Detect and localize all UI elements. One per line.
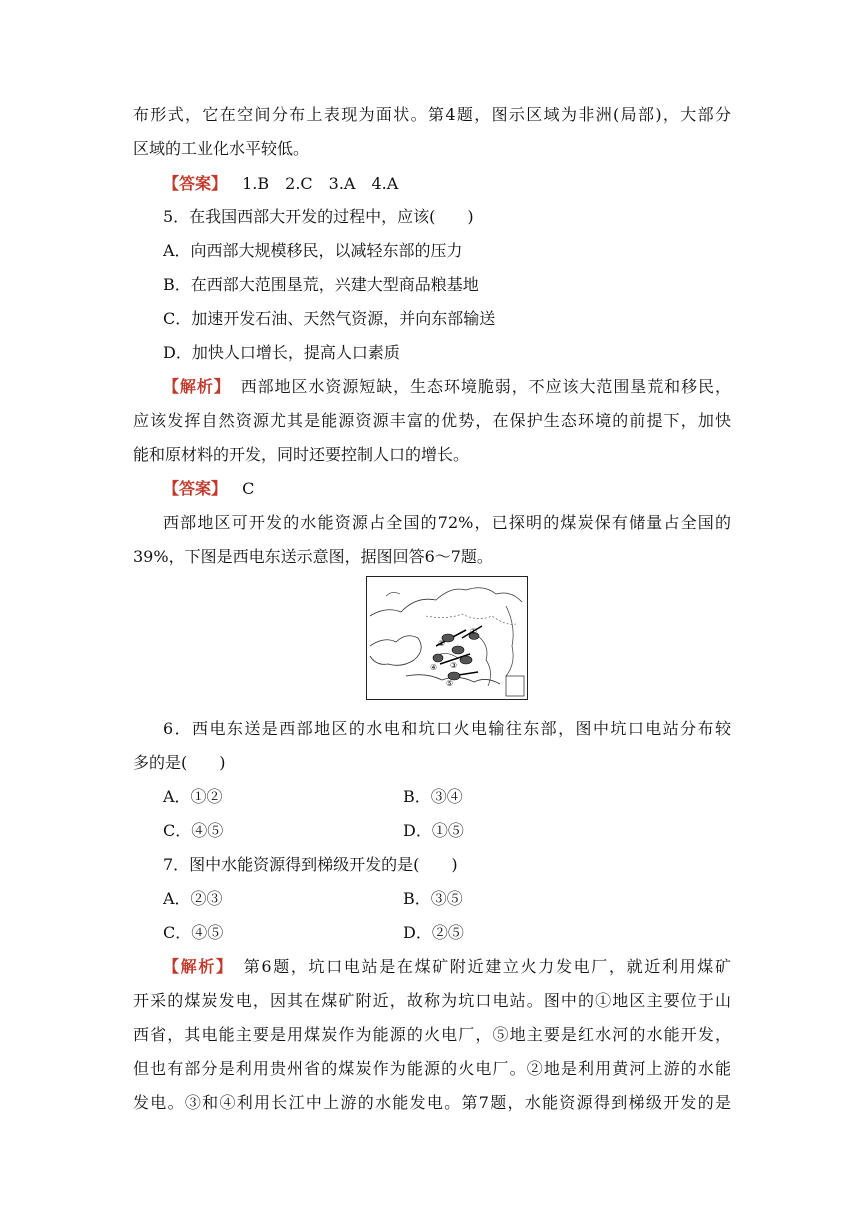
question-6: 6．西电东送是西部地区的水电和坑口火电输往东部，图中坑口电站分布较: [163, 719, 731, 738]
map-marker: ③: [450, 661, 458, 670]
text-line: 应该发挥自然资源尤其是能源资源丰富的优势，在保护生态环境的前提下，加快: [133, 411, 731, 430]
option-row: [163, 888, 731, 910]
question-7: 7．图中水能资源得到梯级开发的是( ): [163, 855, 458, 874]
analysis-text: 西部地区水资源短缺，生态环境脆弱，不应该大范围垦荒和移民，: [240, 377, 731, 396]
text-line: 布形式，它在空间分布上表现为面状。第4题，图示区域为非洲(局部)，大部分: [133, 105, 731, 124]
text-line: 开采的煤炭发电，因其在煤矿附近，故称为坑口电站。图中的①地区主要位于山: [133, 991, 731, 1010]
analysis-tag: 【解析】: [163, 957, 234, 976]
text-line: 西省，其电能主要是用煤炭作为能源的火电厂，⑤地主要是红水河的水能开发，: [133, 1025, 731, 1044]
answer-line: [163, 478, 731, 500]
text-line: 但也有部分是利用贵州省的煤炭作为能源的火电厂。②地是利用黄河上游的水能: [133, 1059, 731, 1078]
text-line: 39%，下图是西电东送示意图，据图回答6～7题。: [133, 547, 493, 566]
answer-text: 1.B 2.C 3.A 4.A: [242, 174, 399, 193]
map-marker: ④: [430, 663, 438, 672]
map-marker: ⑤: [446, 679, 454, 688]
option-row: [163, 786, 731, 808]
option-b: B．③⑤: [403, 889, 463, 908]
answer-tag: 【答案】: [163, 479, 228, 498]
text-line: 能和原材料的开发，同时还要控制人口的增长。: [133, 445, 470, 464]
option-b: B．③④: [403, 787, 463, 806]
text-line: 区域的工业化水平较低。: [133, 139, 310, 158]
analysis-line: [163, 376, 731, 398]
option-a: A．①②: [163, 787, 223, 806]
analysis-text: 第6题，坑口电站是在煤矿附近建立火力发电厂，就近利用煤矿: [243, 957, 731, 976]
option-row: [163, 820, 731, 842]
west-east-power-map: [366, 576, 528, 700]
answer-line: [163, 173, 731, 195]
option-line: D．加快人口增长，提高人口素质: [163, 343, 400, 362]
option-d: D．②⑤: [403, 923, 464, 942]
answer-text: C: [242, 479, 255, 498]
question-5: 5．在我国西部大开发的过程中，应该( ): [163, 207, 474, 226]
option-c: C．④⑤: [163, 923, 224, 942]
map-image: [366, 576, 528, 700]
option-line: A．向西部大规模移民，以减轻东部的压力: [163, 241, 463, 260]
analysis-tag: 【解析】: [163, 377, 231, 396]
option-a: A．②③: [163, 889, 223, 908]
map-marker: ②: [438, 639, 446, 648]
option-c: C．④⑤: [163, 821, 224, 840]
option-line: B．在西部大范围垦荒，兴建大型商品粮基地: [163, 275, 479, 294]
analysis-line: [163, 956, 731, 978]
option-line: C．加速开发石油、天然气资源，并向东部输送: [163, 309, 496, 328]
answer-tag: 【答案】: [163, 174, 228, 193]
text-line: 发电。③和④利用长江中上游的水能发电。第7题，水能资源得到梯级开发的是: [133, 1093, 731, 1112]
option-row: [163, 922, 731, 944]
text-line: 多的是( ): [133, 753, 226, 772]
map-marker: ①: [470, 627, 478, 636]
text-line: 西部地区可开发的水能资源占全国的72%，已探明的煤炭保有储量占全国的: [163, 513, 731, 532]
option-d: D．①⑤: [403, 821, 464, 840]
